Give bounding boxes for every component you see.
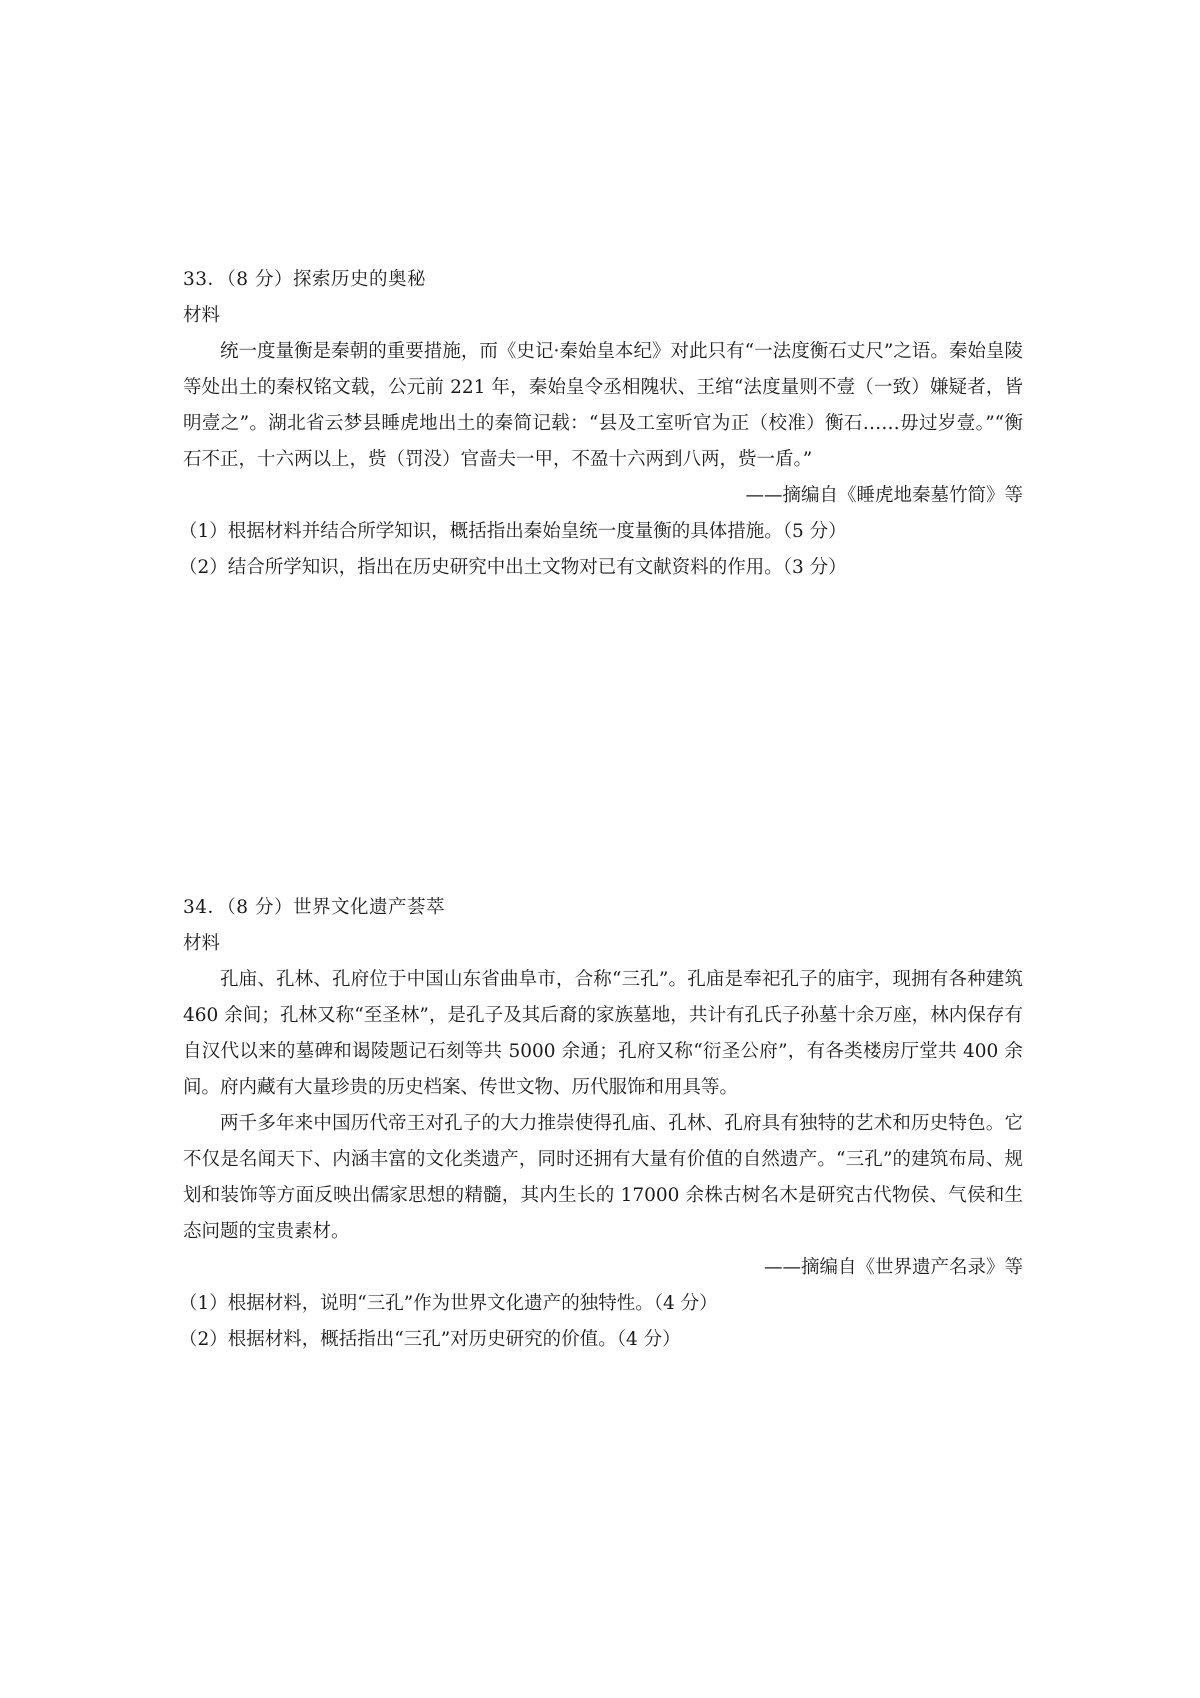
question-33 [179, 262, 1023, 586]
sub-question-1: （1）根据材料并结合所学知识，概括指出秦始皇统一度量衡的具体措施。（5 分） [179, 521, 847, 542]
material-label: 材料 [183, 933, 221, 954]
question-34 [179, 890, 1023, 1358]
sub-question-1: （1）根据材料，说明“三孔”作为世界文化遗产的独特性。（4 分） [179, 1293, 718, 1314]
material-paragraph: 孔庙、孔林、孔府位于中国山东省曲阜市，合称“三孔”。孔庙是奉祀孔子的庙宇，现拥有各种建筑 460 余间；孔林又称“至圣林”，是孔子及其后裔的家族墓地，共计有孔氏子孙墓十余万座，林内保存有自汉代以来的墓碑和谒陵题记石刻等共 5000 余通；孔府又称“衍圣公府”，有各类楼房厅堂共 400 余间。府内藏有大量珍贵的历史档案、传世文物、历代服饰和用具等。 [183, 969, 1023, 1098]
sub-question-2: （2）结合所学知识，指出在历史研究中出土文物对已有文献资料的作用。（3 分） [179, 557, 847, 578]
question-heading: 33．（8 分）探索历史的奥秘 [183, 269, 426, 290]
question-heading: 34．（8 分）世界文化遗产荟萃 [183, 897, 445, 918]
material-source: ——摘编自《世界遗产名录》等 [763, 1257, 1023, 1278]
material-source: ——摘编自《睡虎地秦墓竹简》等 [745, 485, 1023, 506]
material-paragraph: 两千多年来中国历代帝王对孔子的大力推崇使得孔庙、孔林、孔府具有独特的艺术和历史特色。它不仅是名闻天下、内涵丰富的文化类遗产，同时还拥有大量有价值的自然遗产。“三孔”的建筑布局、规划和装饰等方面反映出儒家思想的精髓，其内生长的 17000 余株古树名木是研究古代物侯、气侯和生态问题的宝贵素材。 [183, 1113, 1023, 1242]
material-paragraph: 统一度量衡是秦朝的重要措施，而《史记·秦始皇本纪》对此只有“一法度衡石丈尺”之语。秦始皇陵等处出土的秦权铭文载，公元前 221 年，秦始皇令丞相隗状、王绾“法度量则不壹（一致）嫌疑者，皆明壹之”。湖北省云梦县睡虎地出土的秦简记载：“县及工室听官为正（校准）衡石……毋过岁壹。”“衡石不正，十六两以上，赀（罚没）官啬夫一甲，不盈十六两到八两，赀一盾。” [183, 341, 1023, 470]
sub-question-2: （2）根据材料，概括指出“三孔”对历史研究的价值。（4 分） [179, 1329, 681, 1350]
material-label: 材料 [183, 305, 221, 326]
